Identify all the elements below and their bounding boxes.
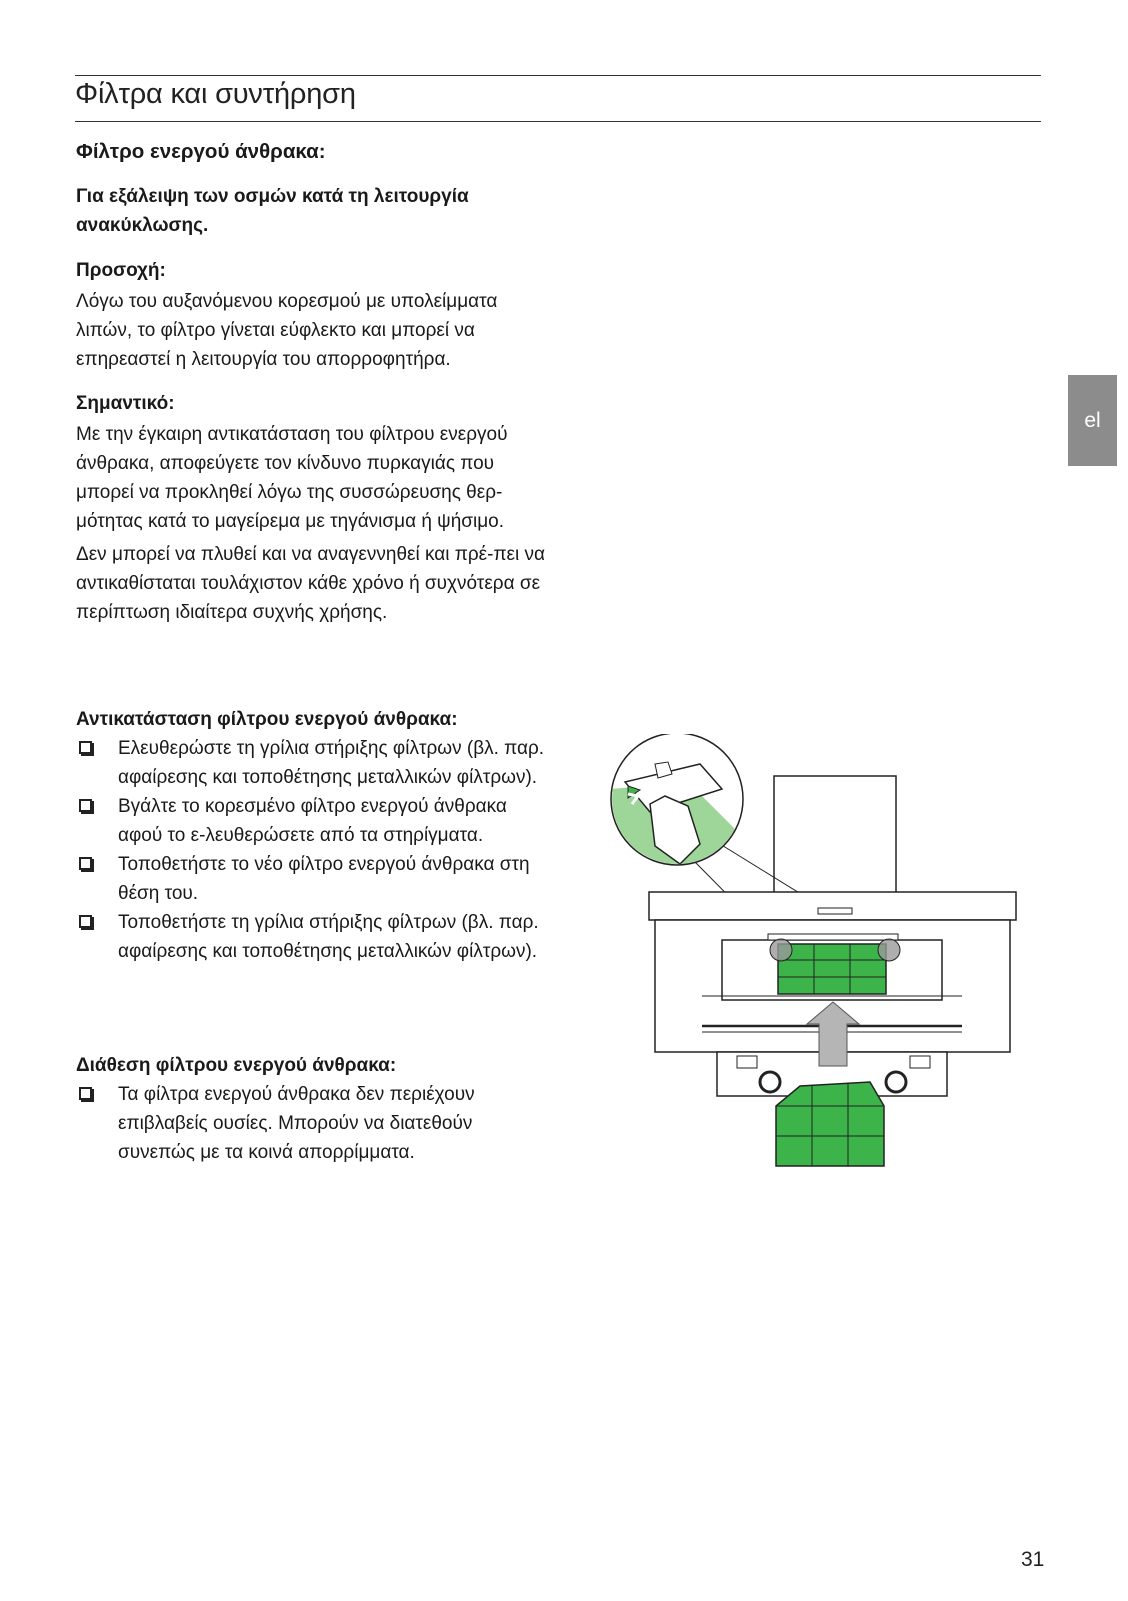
filter-latch-left (770, 939, 792, 961)
filter-latch-right (878, 939, 900, 961)
filter-replacement-illustration (610, 734, 1030, 1184)
installed-carbon-filter (778, 944, 886, 994)
list-item: Βγάλτε το κορεσμένο φίλτρο ενεργού άνθρακα αφού το ε-λευθερώσετε από τα στηρίγματα. (76, 792, 546, 850)
checkbox-bullet-icon (79, 915, 92, 928)
checkbox-bullet-icon (79, 857, 92, 870)
section-heading: Φίλτρο ενεργού άνθρακα: (76, 140, 326, 163)
control-panel (818, 908, 852, 914)
top-rule (75, 75, 1041, 76)
language-tab: el (1068, 375, 1117, 466)
important-text-1: Με την έγκαιρη αντικατάσταση του φίλτρου ενεργού άνθρακα, αποφεύγετε τον κίνδυνο πυρκαγιάς που μπορεί να προκληθεί λόγω της συσσώρευσης θερ-μότητας κατά το μαγείρεμα με τηγάνισμα ή ψήσιμο. (76, 424, 508, 532)
caution-text: Λόγω του αυξανόμενου κορεσμού με υπολείμματα λιπών, το φίλτρο γίνεται εύφλεκτο και μπορεί να επηρεαστεί η λειτουργία του απορροφητήρα. (76, 291, 498, 370)
disposal-section (76, 1051, 546, 1167)
caution-label: Προσοχή: (76, 260, 166, 281)
checkbox-bullet-icon (79, 1087, 92, 1100)
list-item: Ελευθερώστε τη γρίλια στήριξης φίλτρων (βλ. παρ. αφαίρεσης και τοποθέτησης μεταλλικών φίλτρων). (76, 734, 546, 792)
title-rule (75, 121, 1041, 122)
hood-light (886, 1072, 906, 1092)
hood-light (760, 1072, 780, 1092)
new-carbon-filter (776, 1082, 884, 1166)
list-item: Τοποθετήστε το νέο φίλτρο ενεργού άνθρακα στη θέση του. (76, 850, 546, 908)
replacement-steps (76, 734, 546, 966)
important-text-2: Δεν μπορεί να πλυθεί και να αναγεννηθεί και πρέ-πει να αντικαθίσταται τουλάχιστον κάθε χρόνο ή συχνότερα σε περίπτωση ιδιαίτερα συχνής χρήσης. (76, 544, 546, 623)
list-item: Τα φίλτρα ενεργού άνθρακα δεν περιέχουν επιβλαβείς ουσίες. Μπορούν να διατεθούν συνεπώς με τα κοινά απορρίμματα. (76, 1080, 546, 1167)
page-number: 31 (1021, 1548, 1045, 1571)
checkbox-bullet-icon (79, 799, 92, 812)
hood-canopy (649, 892, 1016, 920)
important-label: Σημαντικό: (76, 393, 175, 414)
replacement-heading: Αντικατάσταση φίλτρου ενεργού άνθρακα: (76, 709, 458, 730)
page-title: Φίλτρα και συντήρηση (75, 78, 356, 110)
purpose-text: Για εξάλειψη των οσμών κατά τη λειτουργία ανακύκλωσης. (76, 186, 469, 236)
checkbox-bullet-icon (79, 741, 92, 754)
replacement-section (76, 705, 546, 966)
chimney (774, 776, 896, 894)
filter-section (76, 140, 546, 627)
detail-magnifier (610, 734, 743, 865)
disposal-steps (76, 1080, 546, 1167)
list-item: Τοποθετήστε τη γρίλια στήριξης φίλτρων (βλ. παρ. αφαίρεσης και τοποθέτησης μεταλλικών φίλτρων). (76, 908, 546, 966)
disposal-heading: Διάθεση φίλτρου ενεργού άνθρακα: (76, 1055, 397, 1076)
